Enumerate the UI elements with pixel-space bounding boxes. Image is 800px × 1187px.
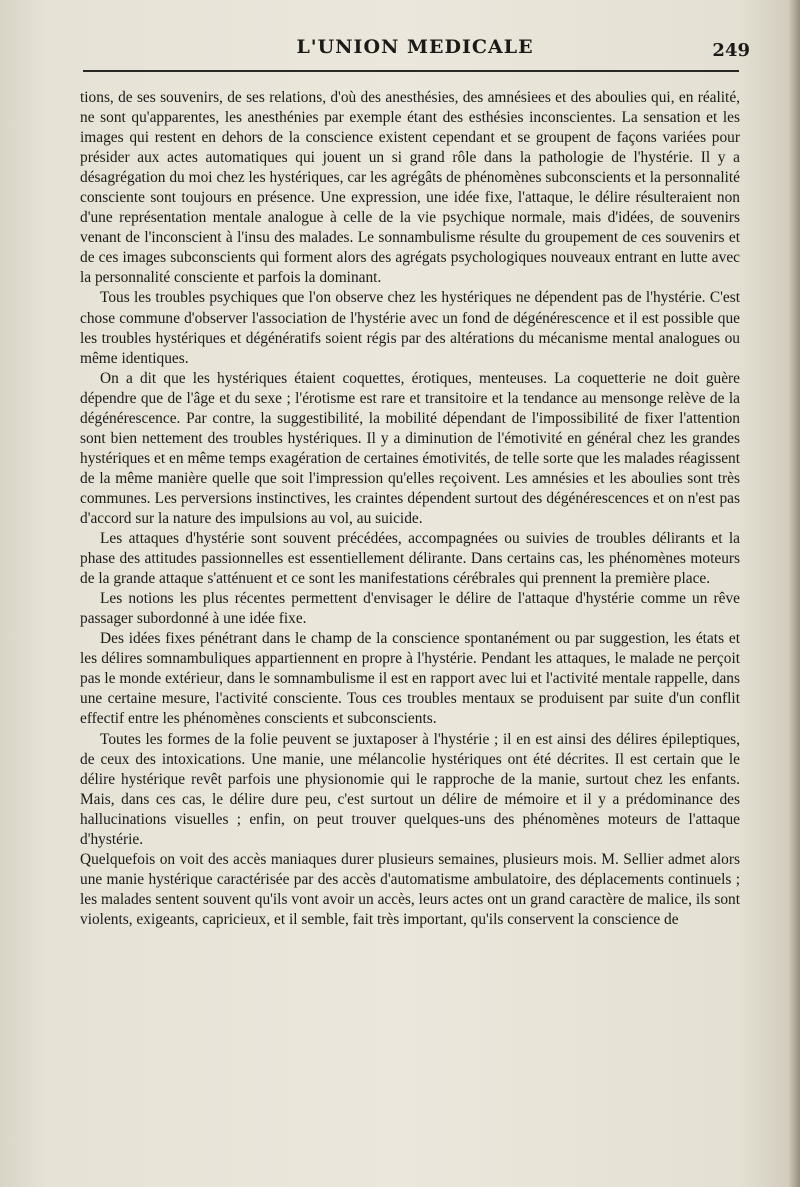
paragraph-4: Les attaques d'hystérie sont souvent précédées, accompagnées ou suivies de troubles délirants et la phase des attitudes passionnelles est essentiellement délirante. Dans certains cas, les phénomènes moteurs de la grande attaque s'atténuent et ce sont les manifestations cérébrales qui prennent la première place. [80, 530, 740, 588]
running-title: L'UNION MEDICALE [296, 36, 534, 58]
paragraph-2: Tous les troubles psychiques que l'on observe chez les hystériques ne dépendent pas de l'hystérie. C'est chose commune d'observer l'association de l'hystérie avec un fond de dégénérescence et il est possible que les troubles hystériques et dégénératifs soient régis par des altérations du mécanisme mental analogues ou même identiques. [80, 289, 740, 367]
page-number: 249 [712, 40, 750, 61]
page-spine-shadow [788, 0, 800, 1187]
page-header [80, 36, 750, 68]
article-body [80, 88, 740, 930]
paragraph-7: Toutes les formes de la folie peuvent se juxtaposer à l'hystérie ; il en est ainsi des délires épileptiques, de ceux des intoxications. Une manie, une mélancolie hystériques ont été décrites. Il est certain que le délire hystérique revêt parfois une physionomie qui le rapproche de la manie, surtout chez les enfants. Mais, dans ces cas, le délire dure peu, c'est surtout un délire de mémoire et il y a prédominance des hallucinations visuelles ; enfin, on peut trouver quelques-uns des phénomènes moteurs de l'attaque d'hystérie. [80, 730, 740, 848]
paragraph-1: tions, de ses souvenirs, de ses relations, d'où des anesthésies, des amnésiees et des aboulies qui, en réalité, ne sont qu'apparentes, les anesthénies par exemple étant des esthésies inconscientes. La sensation et les images qui restent en dehors de la conscience existent cependant et se groupent de façons variées pour présider aux actes automatiques qui jouent un si grand rôle dans la pathologie de l'hystérie. Il y a désagrégation du moi chez les hystériques, car les agrégâts de phénomènes subconscients et la personnalité consciente sont toujours en présence. Une expression, une idée fixe, l'attaque, le délire résulteraient non d'une représentation mentale analogue à celle de la vie psychique normale, mais d'idées, de souvenirs venant de l'inconscient à l'insu des malades. Le sonnambulisme résulte du groupement de ces souvenirs et de ces images subconscients qui forment alors des agrégats psychologiques nouveaux entrant en lutte avec la personnalité consciente et parfois la dominant. [80, 89, 740, 287]
paragraph-6: Des idées fixes pénétrant dans le champ de la conscience spontanément ou par suggestion, les états et les délires somnambuliques appartiennent en propre à l'hystérie. Pendant les attaques, le malade ne perçoit pas le monde extérieur, dans le somnambulisme il est en rapport avec lui et l'activité mentale rappelle, dans une certaine mesure, l'activité consciente. Tous ces troubles mentaux se produisent par suite d'un conflit effectif entre les phénomènes conscients et subconscients. [80, 630, 740, 728]
header-rule [83, 70, 739, 72]
paragraph-5: Les notions les plus récentes permettent d'envisager le délire de l'attaque d'hystérie comme un rêve passager subordonné à une idée fixe. [80, 590, 740, 628]
paragraph-8: Quelquefois on voit des accès maniaques durer plusieurs semaines, plusieurs mois. M. Sellier admet alors une manie hystérique caractérisée par des accès d'automatisme ambulatoire, des déplacements continuels ; les malades sentent souvent qu'ils vont avoir un accès, leurs actes ont un grand caractère de malice, ils sont violents, exigeants, capricieux, et il semble, fait très important, qu'ils conservent la conscience de [80, 850, 740, 928]
paragraph-3: On a dit que les hystériques étaient coquettes, érotiques, menteuses. La coquetterie ne doit guère dépendre que de l'âge et du sexe ; l'érotisme est rare et transitoire et la tendance au mensonge relève de la dégénérescence. Par contre, la suggestibilité, la mobilité dépendant de l'impossibilité de fixer l'attention sont bien nettement des troubles hystériques. Il y a diminution de l'émotivité en général chez les grandes hystériques et en même temps exagération de certaines émotivités, de telle sorte que les malades réagissent de la même manière quelle que soit l'impression qu'elles reçoivent. Les amnésies et les aboulies sont très communes. Les perversions instinctives, les craintes dépendent surtout des dégénérescences et on n'est pas d'accord sur la nature des impulsions au vol, au suicide. [80, 369, 740, 527]
